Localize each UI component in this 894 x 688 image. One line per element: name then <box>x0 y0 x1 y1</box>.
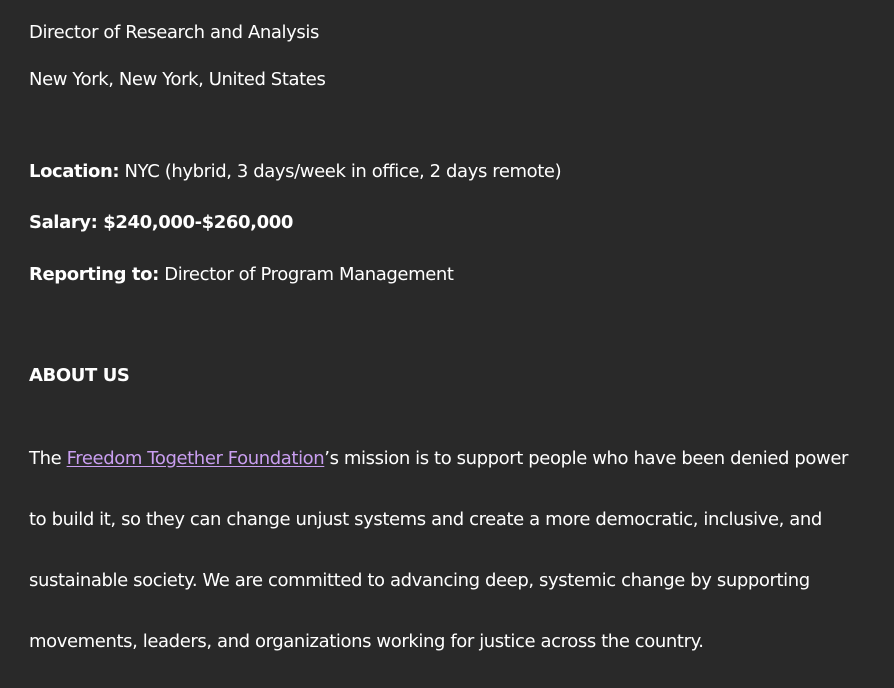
salary-value: $240,000-$260,000 <box>97 212 293 233</box>
about-heading: ABOUT US <box>29 365 130 386</box>
about-line: sustainable society. We are committed to advancing deep, systemic change by supporting <box>29 569 810 591</box>
job-title: Director of Research and Analysis <box>29 22 319 43</box>
about-lead: The <box>29 447 67 469</box>
about-line <box>29 444 879 475</box>
reporting-detail <box>29 264 454 286</box>
about-line: movements, leaders, and organizations working for justice across the country. <box>29 630 704 652</box>
reporting-value: Director of Program Management <box>158 264 454 285</box>
salary-label: Salary: <box>29 212 98 233</box>
about-paragraph <box>29 413 879 688</box>
location-detail <box>29 161 561 183</box>
foundation-link[interactable]: Freedom Together Foundation <box>66 447 325 469</box>
salary-detail <box>29 212 293 234</box>
location-value: NYC (hybrid, 3 days/week in office, 2 days remote) <box>119 161 562 182</box>
about-line-1-rest: ’s mission is to support people who have been denied power <box>324 447 849 469</box>
location-label: Location: <box>29 161 120 182</box>
job-location: New York, New York, United States <box>29 69 326 90</box>
about-line: to build it, so they can change unjust systems and create a more democratic, inclusive, and <box>29 508 822 530</box>
reporting-label: Reporting to: <box>29 264 159 285</box>
